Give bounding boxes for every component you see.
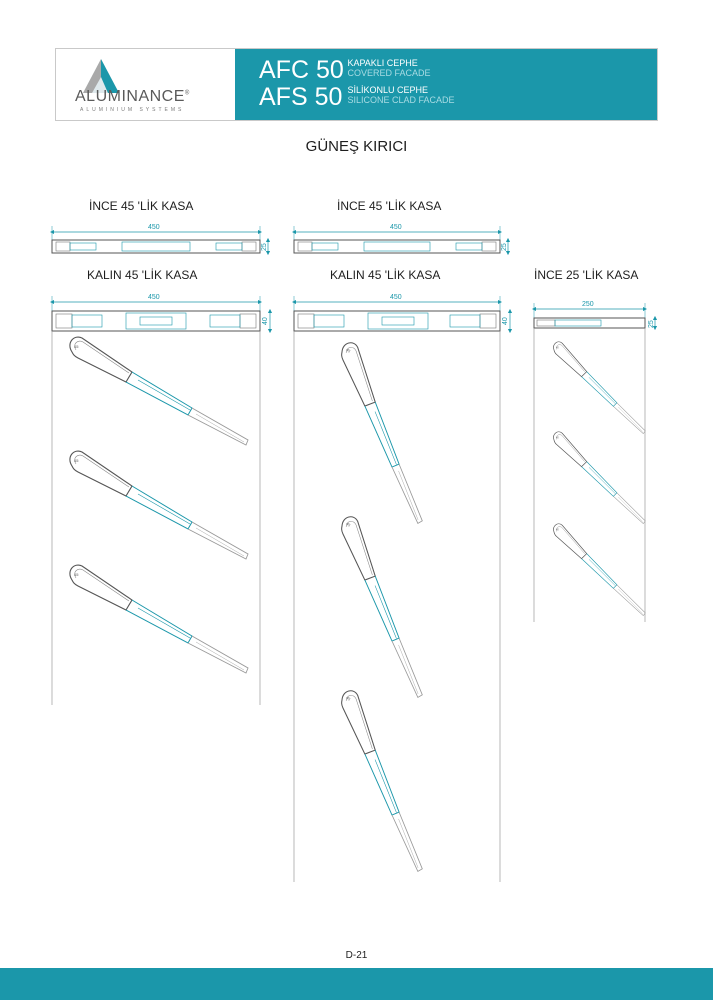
height-dimension: 25 <box>501 243 508 251</box>
height-dimension: 25 <box>648 320 655 328</box>
profile-thick-45-left <box>52 296 270 705</box>
height-dimension: 40 <box>502 317 509 325</box>
width-dimension: 450 <box>390 224 402 231</box>
section-label: İNCE 45 'LİK KASA <box>337 199 442 213</box>
series-title-tr: KAPAKLI CEPHE <box>347 58 418 68</box>
section-label: KALIN 45 'LİK KASA <box>330 268 441 282</box>
height-dimension: 40 <box>262 317 269 325</box>
footer-band <box>0 968 713 1000</box>
series-title-en: COVERED FACADE <box>347 68 431 78</box>
width-dimension: 450 <box>148 294 160 301</box>
width-dimension: 250 <box>582 301 594 308</box>
series-title-en: SILICONE CLAD FACADE <box>347 95 455 105</box>
brand-tagline: ALUMINIUM SYSTEMS <box>80 107 185 113</box>
profile-thin-45-left <box>52 226 268 253</box>
profile-thick-45-right <box>286 296 510 882</box>
series-code: AFS 50 <box>259 83 343 111</box>
section-label: KALIN 45 'LİK KASA <box>87 268 198 282</box>
height-dimension: 25 <box>261 243 268 251</box>
width-dimension: 450 <box>390 294 402 301</box>
width-dimension: 450 <box>148 224 160 231</box>
brand-name: ALUMINANCE® <box>75 88 190 105</box>
page-title: GÜNEŞ KIRICI <box>305 138 408 155</box>
page-number: D-21 <box>345 950 368 961</box>
series-title-tr: SİLİKONLU CEPHE <box>347 85 428 95</box>
section-label: İNCE 25 'LİK KASA <box>534 268 639 282</box>
series-code: AFC 50 <box>259 56 344 84</box>
profile-thin-25 <box>534 303 662 622</box>
section-label: İNCE 45 'LİK KASA <box>89 199 194 213</box>
